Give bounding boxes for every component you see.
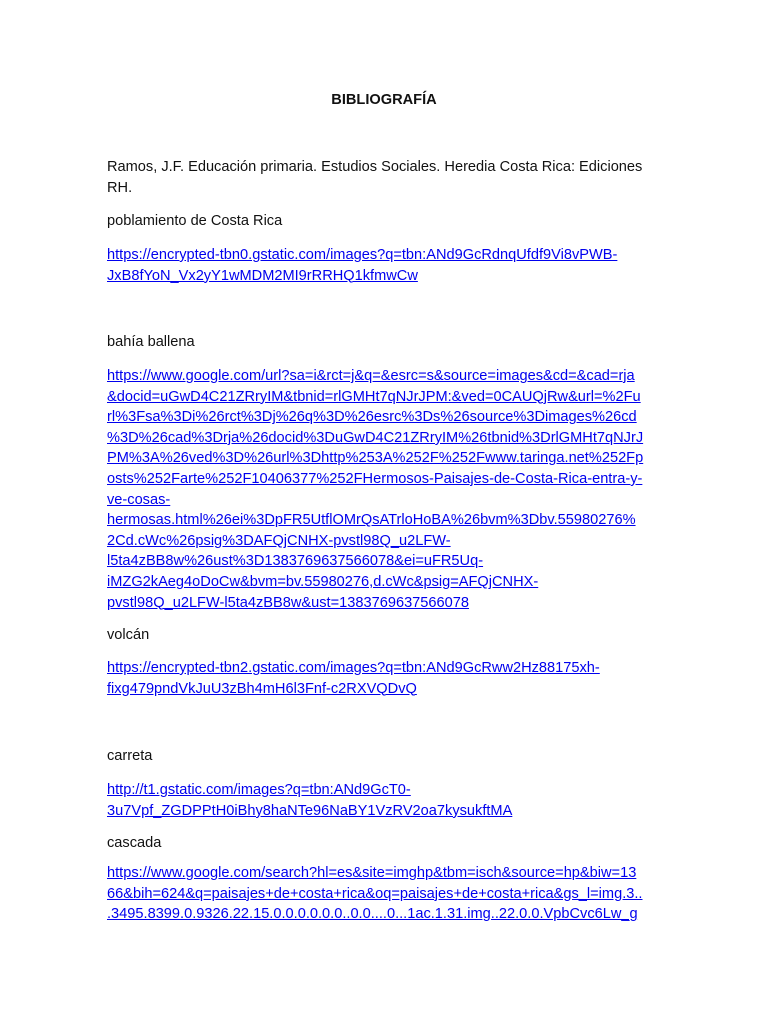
entry-link[interactable]: [107, 780, 667, 821]
entry-label: volcán: [107, 627, 150, 643]
page-title: BIBLIOGRAFÍA: [331, 92, 437, 108]
link-line: https://www.google.com/url?sa=i&rct=j&q=&esrc=s&source=images&cd=&cad=rja: [107, 368, 635, 384]
link-line: https://www.google.com/search?hl=es&site=imghp&tbm=isch&source=hp&biw=13: [107, 865, 637, 881]
link-line: 3u7Vpf_ZGDPPtH0iBhy8haNTe96NaBY1VzRV2oa7kysukftMA: [107, 802, 513, 819]
link-line: iMZG2kAeg4oDoCw&bvm=bv.55980276,d.cWc&psig=AFQjCNHX-: [107, 573, 539, 590]
link-line: pvstl98Q_u2LFW-l5ta4zBB8w&ust=1383769637566078: [107, 594, 469, 611]
link-line: https://encrypted-tbn0.gstatic.com/images?q=tbn:ANd9GcRdnqUfdf9Vi8vPWB-: [107, 247, 618, 263]
citation-line: Ramos, J.F. Educación primaria. Estudios Sociales. Heredia Costa Rica: Ediciones: [107, 159, 643, 175]
citation-line: RH.: [107, 179, 133, 196]
link-line: ve-cosas-: [107, 491, 171, 508]
entry-link[interactable]: [107, 658, 667, 699]
entry-label: poblamiento de Costa Rica: [107, 213, 283, 229]
link-line: &docid=uGwD4C21ZRryIM&tbnid=rlGMHt7qNJrJPM:&ved=0CAUQjRw&url=%2Fu: [107, 388, 641, 405]
link-line: JxB8fYoN_Vx2yY1wMDM2MI9rRRHQ1kfmwCw: [107, 267, 418, 284]
link-line: fixg479pndVkJuU3zBh4mH6l3Fnf-c2RXVQDvQ: [107, 680, 417, 697]
entry-label: cascada: [107, 835, 162, 851]
citation: [107, 157, 667, 198]
entry-label: carreta: [107, 748, 153, 764]
entry-link[interactable]: [107, 366, 667, 613]
link-line: .3495.8399.0.9326.22.15.0.0.0.0.0.0..0.0....0...1ac.1.31.img..22.0.0.VpbCvc6Lw_g: [107, 906, 638, 923]
entry-link[interactable]: [107, 245, 667, 286]
link-line: %3D%26cad%3Drja%26docid%3DuGwD4C21ZRryIM%26tbnid%3DrlGMHt7qNJrJ: [107, 429, 644, 446]
link-line: PM%3A%26ved%3D%26url%3Dhttp%253A%252F%252Fwww.taringa.net%252Fp: [107, 450, 644, 467]
link-line: l5ta4zBB8w%26ust%3D1383769637566078&ei=uFR5Uq-: [107, 553, 484, 570]
entry-link[interactable]: [107, 863, 667, 925]
link-line: 2Cd.cWc%26psig%3DAFQjCNHX-pvstl98Q_u2LFW-: [107, 532, 451, 549]
link-line: hermosas.html%26ei%3DpFR5UtflOMrQsATrloHoBA%26bvm%3Dbv.55980276%: [107, 512, 636, 529]
entry-label: bahía ballena: [107, 334, 195, 350]
link-line: https://encrypted-tbn2.gstatic.com/images?q=tbn:ANd9GcRww2Hz88175xh-: [107, 660, 600, 676]
link-line: rl%3Fsa%3Di%26rct%3Dj%26q%3D%26esrc%3Ds%26source%3Dimages%26cd: [107, 409, 637, 426]
link-line: http://t1.gstatic.com/images?q=tbn:ANd9GcT0-: [107, 782, 411, 798]
link-line: 66&bih=624&q=paisajes+de+costa+rica&oq=paisajes+de+costa+rica&gs_l=img.3..: [107, 885, 643, 902]
link-line: osts%252Farte%252F10406377%252FHermosos-Paisajes-de-Costa-Rica-entra-y-: [107, 470, 643, 487]
